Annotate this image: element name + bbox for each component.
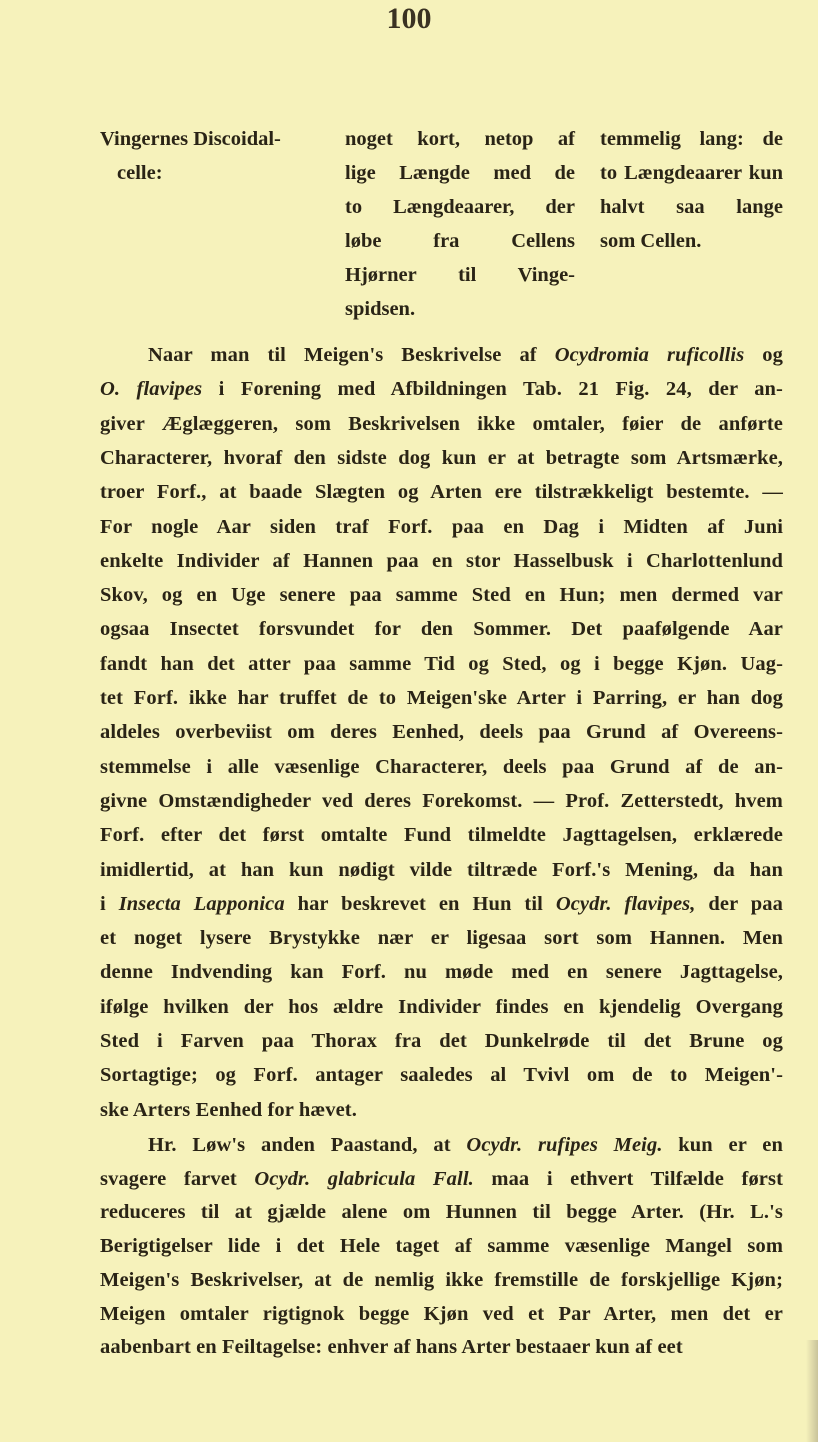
text-segment: der paa bbox=[695, 893, 784, 915]
table-cell: temmelig lang: de bbox=[600, 128, 783, 150]
text-line bbox=[100, 821, 783, 849]
text-line bbox=[100, 410, 783, 438]
table-cell: spidsen. bbox=[345, 298, 416, 320]
species-name: Ocydr. rufipes Meig. bbox=[466, 1134, 663, 1156]
text-line bbox=[100, 1333, 783, 1361]
species-name: Ocydromia ruficollis bbox=[554, 344, 745, 366]
table-cell: to Længdeaarer kun bbox=[600, 162, 783, 184]
text-line bbox=[100, 787, 783, 815]
text-segment: reduceres til at gjælde alene om Hunnen til begge Arter. (Hr. L.'s bbox=[100, 1201, 783, 1223]
text-line bbox=[100, 1300, 783, 1328]
text-segment: ske Arters Eenhed for hævet. bbox=[100, 1099, 357, 1121]
text-line bbox=[100, 1198, 783, 1226]
page-number: 100 bbox=[386, 2, 432, 35]
text-line bbox=[100, 1232, 783, 1260]
text-segment: og bbox=[744, 344, 784, 366]
text-segment: i bbox=[100, 893, 119, 915]
species-name: O. flavipes bbox=[100, 378, 203, 400]
text-segment: maa i ethvert Tilfælde først bbox=[473, 1168, 783, 1190]
text-line bbox=[100, 993, 783, 1021]
table-cell: løbe fra Cellens bbox=[345, 230, 575, 252]
text-segment: stemmelse i alle væsenlige Characterer, deels paa Grund af de an- bbox=[100, 756, 783, 778]
text-line bbox=[100, 581, 783, 609]
text-line bbox=[100, 478, 783, 506]
table-cell: celle: bbox=[117, 162, 163, 184]
table-cell: Hjørner til Vinge- bbox=[345, 264, 575, 286]
table-cell: halvt saa lange bbox=[600, 196, 783, 218]
text-segment: Sortagtige; og Forf. antager saaledes al Tvivl om de to Meigen'- bbox=[100, 1064, 783, 1086]
text-line bbox=[100, 615, 783, 643]
species-name: Ocydr. glabricula Fall. bbox=[254, 1168, 474, 1190]
text-line bbox=[100, 375, 783, 403]
text-line bbox=[100, 856, 783, 884]
text-line bbox=[148, 341, 783, 369]
text-line bbox=[100, 1027, 783, 1055]
table-cell: lige Længde med de bbox=[345, 162, 575, 184]
text-line bbox=[100, 1266, 783, 1294]
page-edge-shadow bbox=[806, 1340, 818, 1442]
text-line bbox=[100, 753, 783, 781]
text-segment: imidlertid, at han kun nødigt vilde tiltræde Forf.'s Mening, da han bbox=[100, 859, 783, 881]
text-segment: et noget lysere Brystykke nær er ligesaa sort som Hannen. Men bbox=[100, 927, 783, 949]
text-segment: Sted i Farven paa Thorax fra det Dunkelrøde til det Brune og bbox=[100, 1030, 783, 1052]
text-segment: fandt han det atter paa samme Tid og Sted, og i begge Kjøn. Uag- bbox=[100, 653, 783, 675]
text-line bbox=[100, 924, 783, 952]
text-segment: ifølge hvilken der hos ældre Individer findes en kjendelig Overgang bbox=[100, 996, 783, 1018]
text-segment: enkelte Individer af Hannen paa en stor Hasselbusk i Charlottenlund bbox=[100, 550, 783, 572]
text-line bbox=[100, 1061, 783, 1089]
text-line bbox=[100, 513, 783, 541]
text-segment: aldeles overbeviist om deres Eenhed, deels paa Grund af Overeens- bbox=[100, 721, 783, 743]
text-line bbox=[100, 444, 783, 472]
text-segment: aabenbart en Feiltagelse: enhver af hans Arter bestaaer kun af eet bbox=[100, 1336, 683, 1358]
text-line bbox=[148, 1131, 783, 1159]
text-segment: givne Omstændigheder ved deres Forekomst. — Prof. Zetterstedt, hvem bbox=[100, 790, 783, 812]
species-name: Ocydr. flavipes, bbox=[555, 893, 696, 915]
text-segment: Naar man til Meigen's Beskrivelse af bbox=[148, 344, 555, 366]
table-cell: noget kort, netop af bbox=[345, 128, 575, 150]
table-cell: som Cellen. bbox=[600, 230, 702, 252]
text-line bbox=[100, 718, 783, 746]
text-segment: Skov, og en Uge senere paa samme Sted en Hun; men dermed var bbox=[100, 584, 783, 606]
text-segment: Berigtigelser lide i det Hele taget af samme væsenlige Mangel som bbox=[100, 1235, 783, 1257]
text-segment: giver Æglæggeren, som Beskrivelsen ikke omtaler, føier de anførte bbox=[100, 413, 783, 435]
text-line bbox=[100, 1096, 783, 1124]
text-segment: tet Forf. ikke har truffet de to Meigen'ske Arter i Parring, er han dog bbox=[100, 687, 783, 709]
text-line bbox=[100, 890, 783, 918]
text-segment: ogsaa Insectet forsvundet for den Sommer. Det paafølgende Aar bbox=[100, 618, 783, 640]
text-line bbox=[100, 547, 783, 575]
text-segment: Meigen omtaler rigtignok begge Kjøn ved et Par Arter, men det er bbox=[100, 1303, 783, 1325]
text-segment: Forf. efter det først omtalte Fund tilmeldte Jagttagelsen, erklærede bbox=[100, 824, 783, 846]
table-cell: to Længdeaarer, der bbox=[345, 196, 575, 218]
text-segment: svagere farvet bbox=[100, 1168, 255, 1190]
text-segment: i Forening med Afbildningen Tab. 21 Fig. 24, der an- bbox=[202, 378, 783, 400]
text-segment: Hr. Løw's anden Paastand, at bbox=[148, 1134, 467, 1156]
table-cell: Vingernes Discoidal- bbox=[100, 128, 281, 150]
text-segment: Characterer, hvoraf den sidste dog kun er at betragte som Artsmærke, bbox=[100, 447, 783, 469]
text-segment: Meigen's Beskrivelser, at de nemlig ikke fremstille de forskjellige Kjøn; bbox=[100, 1269, 783, 1291]
text-line bbox=[100, 650, 783, 678]
text-segment: denne Indvending kan Forf. nu møde med en senere Jagttagelse, bbox=[100, 961, 783, 983]
text-segment: For nogle Aar siden traf Forf. paa en Dag i Midten af Juni bbox=[100, 516, 783, 538]
text-segment: kun er en bbox=[662, 1134, 783, 1156]
species-name: Insecta Lapponica bbox=[118, 893, 285, 915]
text-line bbox=[100, 1165, 783, 1193]
text-segment: troer Forf., at baade Slægten og Arten ere tilstrækkeligt bestemte. — bbox=[100, 481, 783, 503]
text-line bbox=[100, 684, 783, 712]
text-line bbox=[100, 958, 783, 986]
text-segment: har beskrevet en Hun til bbox=[284, 893, 556, 915]
